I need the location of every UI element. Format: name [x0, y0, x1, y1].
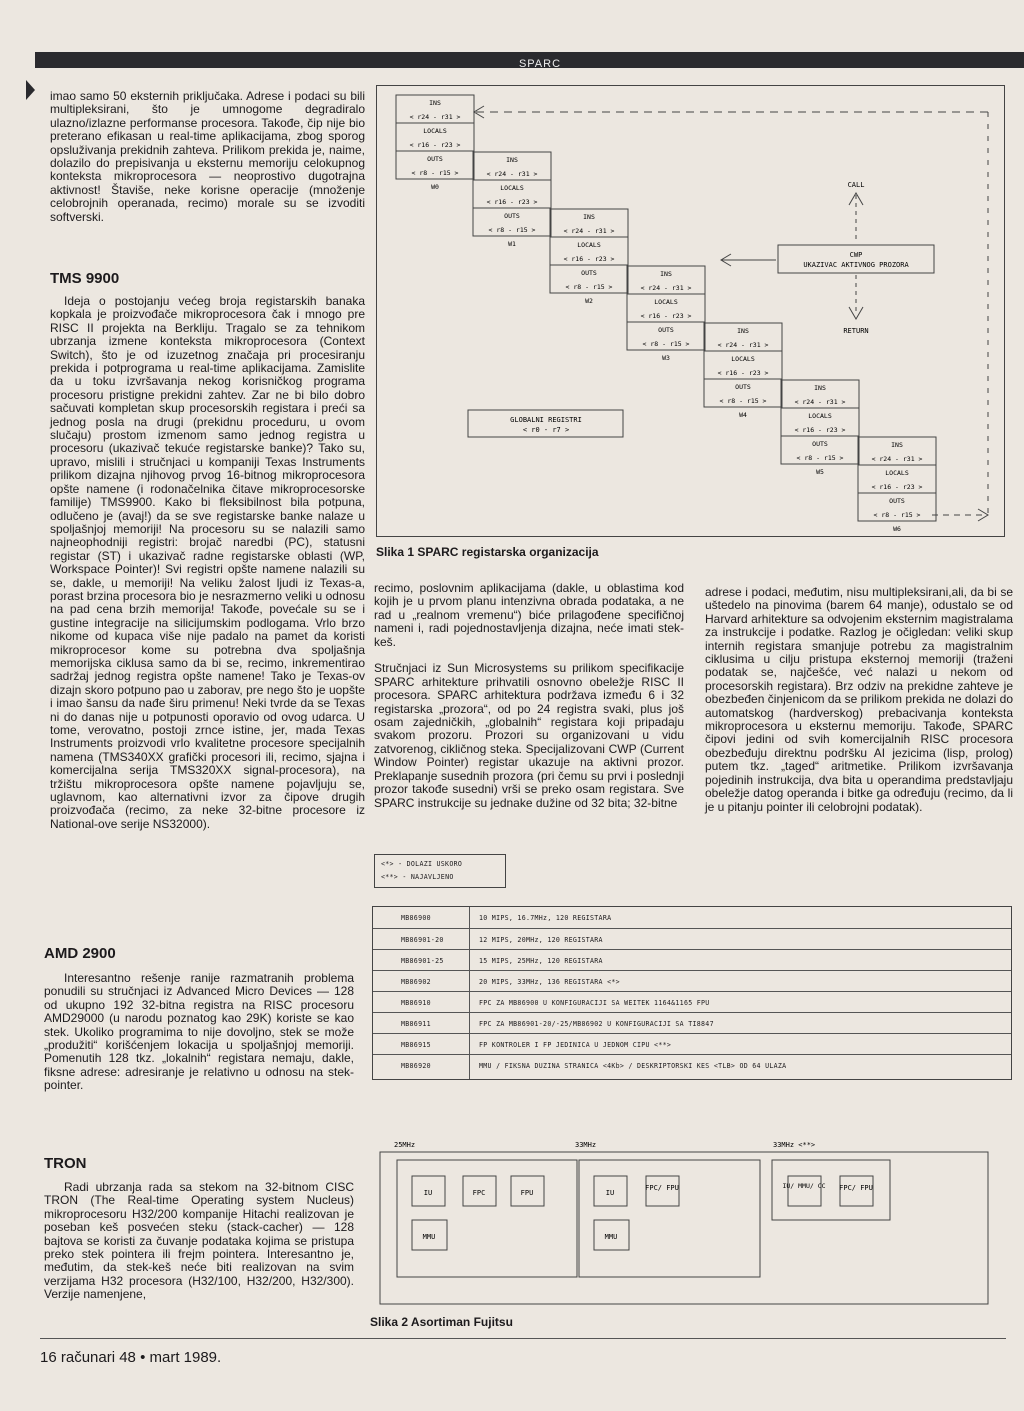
table-cell-description: FPC ZA MB86901-20/-25/MB86902 U KONFIGURACIJI SA TI8847	[479, 1020, 714, 1028]
table-cell-model: MB86901-20	[401, 936, 444, 944]
register-range: < r24 - r31 >	[717, 341, 769, 349]
amd2900-body: Interesantno rešenje ranije razmatranih problema ponudili su stručnjaci iz Advanced Micro Devices — 128 od ukupno 192 32-bitna registra na RISC procesoru AMD29000 (u narodu poznatog kao 29K) koriste se kao stek. Ukoliko programima to nije dovoljno, stek se može „produžiti“ korišćenjem lokacija u spoljašnjoj memoriji. Pomenutih 128 tkz. „lokalnih“ registara nemaju, dakle, fiksne adrese: adresiranje je relativno u odnosu na stek-pointer.	[44, 971, 354, 1093]
chip-label: IU/ MMU/ CC	[782, 1182, 826, 1190]
freq-label: 33MHz	[575, 1141, 597, 1149]
register-group-label: OUTS	[427, 155, 443, 163]
intro-paragraph: imao samo 50 eksternih priključaka. Adrese i podaci su bili multipleksirani, što je umnogome degradiralo ulazno/izlazne performanse procesora. Takođe, čip nije bio preterano efikasan u real-time aplikacijama, zbog sporog opsluživanja prekidnih zahteva. Prilikom prekida je, naime, dolazilo do prepisivanja u eksternu memoriju celokupnog konteksta mikroprocesora — neoprostivo dugotrajna aktivnost! Štaviše, neke korisne operacije (množenje celobrojnih operanada, recimo) morale su se izvoditi softverski.	[50, 89, 365, 224]
chip-label: FPC/ FPU	[645, 1184, 679, 1192]
register-group-label: LOCALS	[808, 412, 832, 420]
register-window	[473, 152, 551, 248]
register-range: < r24 - r31 >	[640, 284, 692, 292]
window-name: W2	[585, 297, 593, 305]
register-range: < r16 - r23 >	[640, 312, 692, 320]
register-range: < r24 - r31 >	[871, 455, 923, 463]
table-cell-model: MB86910	[401, 999, 431, 1007]
table-cell-description: FP KONTROLER I FP JEDINICA U JEDNOM CIPU <**>	[479, 1041, 672, 1049]
table-row	[373, 1054, 1011, 1077]
register-group-label: LOCALS	[885, 469, 909, 477]
table-cell-model: MB86915	[401, 1041, 431, 1049]
chip-label: IU	[605, 1189, 615, 1197]
table-row	[373, 907, 1011, 929]
register-group-label: OUTS	[889, 497, 905, 505]
window-name: W5	[816, 468, 824, 476]
register-range: < r8 - r15 >	[411, 169, 459, 177]
chip-label: IU	[423, 1189, 433, 1197]
figure2-caption: Slika 2 Asortiman Fujitsu	[370, 1315, 513, 1329]
register-window-diagram	[376, 85, 1006, 537]
return-label: RETURN	[843, 327, 869, 335]
register-group-label: OUTS	[581, 269, 597, 277]
figure-fujitsu-lineup	[372, 1135, 1012, 1315]
tron-body: Radi ubrzanja rada sa stekom na 32-bitnom CISC TRON (The Real-time Operating system Nucleus) mikroprocesoru H32/200 kompanije Hitachi realizovan je poseban keš posvećen steku (stack-cacher) — 128 bajtova se koristi za čuvanje podataka kojima se pristupa preko stek pointera ili frejm pointera. Interesantno je, međutim, da stek-keš neće biti realizovan na svim verzijama H32 procesora (H32/100, H32/200, H32/300). Verzije namenjene,	[44, 1180, 354, 1302]
freq-label: 33MHz <**>	[773, 1141, 816, 1149]
table-cell-model: MB86911	[401, 1020, 431, 1028]
window-name: W3	[662, 354, 670, 362]
legend-box	[374, 854, 506, 888]
table-cell-description: 10 MIPS, 16.7MHz, 120 REGISTARA	[479, 914, 612, 922]
register-window	[550, 209, 628, 305]
globals-range: < r0 - r7 >	[522, 426, 570, 434]
register-group-label: OUTS	[812, 440, 828, 448]
heading-tms9900: TMS 9900	[50, 270, 120, 287]
right-column-text: adrese i podaci, međutim, nisu multipleksirani,ali, da bi se uštedelo na pinovima (barem 64 manje), odustalo se od Harvard arhitekture sa odvojenim eksternim magistralama za instrukcije i podatke. Razlog je očigledan: veliki skup internih registara smanjuje potrebu za magistralnim ciklusima u cilju pristupa eksternoj memoriji (traženi podatak se, najčešće, već nalazi u nekom od procesorskih registara). Brz odziv na prekidne zahteve je obezbeđen činjenicom da se prilikom prekida ne dolazi do automatskog (hardverskog) prebacivanja konteksta mikroprocesora u eksternu memoriju. Takođe, SPARC čipovi jedini od svih komercijalnih RISC procesora obezbeđuju direktnu podršku AI jezicima (lisp, prolog) putem tkz. „taged“ aritmetike. Prilikom izvršavanja pojedinih instrukcija, dva bita u operandima predstavljaju obeležje datog operanda i bitke ga određuju (recimo, da li je u pitanju pointer ili celobrojni podatak).	[705, 585, 1013, 814]
chip-label: MMU	[604, 1233, 618, 1241]
window-name: W0	[431, 183, 439, 191]
register-range: < r16 - r23 >	[717, 369, 769, 377]
register-group-label: INS	[891, 441, 903, 449]
page-footer: 16 računari 48 • mart 1989.	[40, 1349, 222, 1366]
legend-item: <*> - DOLAZI USKORO	[381, 860, 463, 868]
register-range: < r8 - r15 >	[873, 511, 921, 519]
register-group-label: LOCALS	[500, 184, 524, 192]
freq-label: 25MHz	[394, 1141, 416, 1149]
chip-label: MMU	[422, 1233, 436, 1241]
register-group-label: INS	[583, 213, 595, 221]
register-group-label: LOCALS	[654, 298, 678, 306]
table-row	[373, 1033, 1011, 1056]
register-group-label: LOCALS	[423, 127, 447, 135]
register-range: < r16 - r23 >	[486, 198, 538, 206]
chip-label: FPC	[472, 1189, 486, 1197]
register-group-label: INS	[429, 99, 441, 107]
register-range: < r8 - r15 >	[565, 283, 613, 291]
table-cell-description: FPC ZA MB86900 U KONFIGURACIJI SA WEITEK 1164&1165 FPU	[479, 999, 710, 1007]
register-group-label: LOCALS	[577, 241, 601, 249]
register-window	[704, 323, 782, 419]
register-window	[781, 380, 859, 476]
table-row	[373, 949, 1011, 972]
cwp-description: UKAZIVAC AKTIVNOG PROZORA	[803, 261, 909, 269]
table-cell-model: MB86920	[401, 1062, 431, 1070]
table-row	[373, 970, 1011, 993]
register-range: < r8 - r15 >	[719, 397, 767, 405]
register-range: < r24 - r31 >	[486, 170, 538, 178]
table-row	[373, 1012, 1011, 1035]
register-range: < r8 - r15 >	[642, 340, 690, 348]
tms9900-body: Ideja o postojanju većeg broja registarskih banaka kopkala je proizvođače mikroprocesora čak i mnogo pre RISC II projekta na Berkliju. Tragalo se za tehnikom ubrzanja izmene konteksta mikroprocesora (Context Switch), što je od izuzetnog značaja pri procesiranju prekida i potprograma u real-time aplikacijama. Zamislite da u toku izvršavanja nekog korisničkog programa procesoru pristigne prekidni zahtev. Zar ne bi bilo dobro sačuvati kompletan skup procesorskih registara i preći sa jednog posla na drugi (prekidnu proceduru, u ovom slučaju) prostom izmenom samo jednog registra u procesoru (ukazivač tekuće registarske banke)? Tako su, upravo, mislili i stručnjaci u kompaniji Texas Instruments prilikom dizajna njihovog prvog 16-bitnog mikroprocesora opšte namene (i rodonačelnika čitave mikroprocesorske familije) TMS9900. Kako bi fleksibilnost bila potpuna, odlučeno je (avaj!) da se sve registarske banke nalaze u spoljašnjoj memoriji! Na procesoru su se nalazili samo najneophodniji registri: brojač naredbi (PC), statusni registar (ST) i ukazivač radne registarske oblasti (WP, Workspace Pointer)! Svi registri opšte namene nalazili su se, dakle, u memoriji! Na veliku žalost ljudi iz Texas-a, porast brzina procesora bio je nesrazmerno veliki u odnosu na pad cena brzih memorija! Takođe, povećale su se i gustine integracije na silicijumskim podlogama. Vrlo brzo nikome od kupaca više nije padalo na pamet da koristi mikroprocesor kome su potrebna dva spoljašnja memorijska ciklusa samo da bi se, recimo, inkrementirao sadržaj jednog registra opšte namene! Tako je Texas-ov dizajn skoro potpuno pao u zaborav, pre nego što je uopšte i imao šansu da nađe širu primenu! Neki tvrde da se Texas ni do danas nije u potpunosti oporavio od ovog udarca. U tome, verovatno, postoji zrnce istine, jer, mada Texas Instruments proizvodi vrlo kvalitetne procesore specijalnih namena (TMS340XX grafički procesori ili, recimo, sjajna i komercijalna serija TMS320XX signal-procesora), na tržištu mikroprocesora opšte namene pojavljuju se, uglavnom, kao alternativni izvor za čipove drugih proizvođača (recimo, za neke 32-bitne procesore iz National-ove serije NS32000).	[50, 294, 365, 831]
table-cell-model: MB86900	[401, 914, 431, 922]
register-group-label: INS	[814, 384, 826, 392]
heading-tron: TRON	[44, 1155, 87, 1172]
register-range: < r16 - r23 >	[409, 141, 461, 149]
table-row	[373, 928, 1011, 951]
register-group-label: INS	[737, 327, 749, 335]
register-window	[627, 266, 705, 362]
window-name: W1	[508, 240, 516, 248]
register-range: < r16 - r23 >	[563, 255, 615, 263]
chip-label: FPU	[520, 1189, 534, 1197]
triangle-marker-icon	[26, 80, 35, 100]
register-range: < r24 - r31 >	[563, 227, 615, 235]
table-cell-description: 15 MIPS, 25MHz, 120 REGISTARA	[479, 957, 603, 965]
table-cell-description: 12 MIPS, 20MHz, 120 REGISTARA	[479, 936, 603, 944]
register-range: < r24 - r31 >	[409, 113, 461, 121]
table-row	[373, 991, 1011, 1014]
globals-label: GLOBALNI REGISTRI	[510, 416, 582, 424]
table-cell-description: 20 MIPS, 33MHz, 136 REGISTARA <*>	[479, 978, 620, 986]
register-group-label: OUTS	[658, 326, 674, 334]
table-cell-model: MB86901-25	[401, 957, 444, 965]
legend-item: <**> - NAJAVLJENO	[381, 873, 454, 881]
register-range: < r16 - r23 >	[871, 483, 923, 491]
register-range: < r8 - r15 >	[796, 454, 844, 462]
footer-rule	[40, 1338, 1006, 1339]
register-group-label: INS	[660, 270, 672, 278]
call-label: CALL	[847, 181, 865, 189]
register-window	[858, 437, 936, 533]
fujitsu-chip-diagram	[372, 1135, 1012, 1315]
heading-amd2900: AMD 2900	[44, 945, 116, 962]
table-cell-description: MMU / FIKSNA DUZINA STRANICA <4Kb> / DESKRIPTORSKI KES <TLB> OD 64 ULAZA	[479, 1062, 787, 1070]
register-group-label: INS	[506, 156, 518, 164]
register-group-label: LOCALS	[731, 355, 755, 363]
figure-sparc-registers	[376, 85, 1006, 537]
window-name: W6	[893, 525, 901, 533]
window-name: W4	[739, 411, 747, 419]
table-cell-model: MB86902	[401, 978, 431, 986]
register-range: < r8 - r15 >	[488, 226, 536, 234]
register-window	[396, 95, 474, 191]
section-title: SPARC	[518, 58, 562, 70]
cwp-label: CWP	[849, 251, 863, 259]
figure1-caption: Slika 1 SPARC registarska organizacija	[376, 545, 599, 559]
register-group-label: OUTS	[504, 212, 520, 220]
register-group-label: OUTS	[735, 383, 751, 391]
middle-column-text: recimo, poslovnim aplikacijama (dakle, u oblastima kod kojih je u prvom planu intenzivna obrada podataka, a ne rad u „realnom vremenu“) biće prilagođene specifičnoj nameni i, radi pojednostavljenja dizajna, neće imati stek-keš. Stručnjaci iz Sun Microsystems su prilikom specifikacije SPARC arhitekture prihvatili osnovno obeležje RISC II procesora. SPARC arhitektura podržava između 6 i 32 registarska „prozora“, od po 24 registra svaki, plus još osam zajedničkih, „globalnih“ registara koji pripadaju svakom prozoru. Prozori su organizovani u vidu zatvorenog, cikličnog steka. Specijalizovani CWP (Current Window Pointer) registar ukazuje na aktivni prozor. Preklapanje susednih prozora (pri čemu su prvi i poslednji prozor takođe susedni) vrši se preko osam registara. Sve SPARC instrukcije su jednake dužine od 32 bita; 32-bitne	[374, 581, 684, 810]
chip-label: FPC/ FPU	[839, 1184, 873, 1192]
register-range: < r16 - r23 >	[794, 426, 846, 434]
fujitsu-table	[372, 906, 1012, 1080]
register-range: < r24 - r31 >	[794, 398, 846, 406]
